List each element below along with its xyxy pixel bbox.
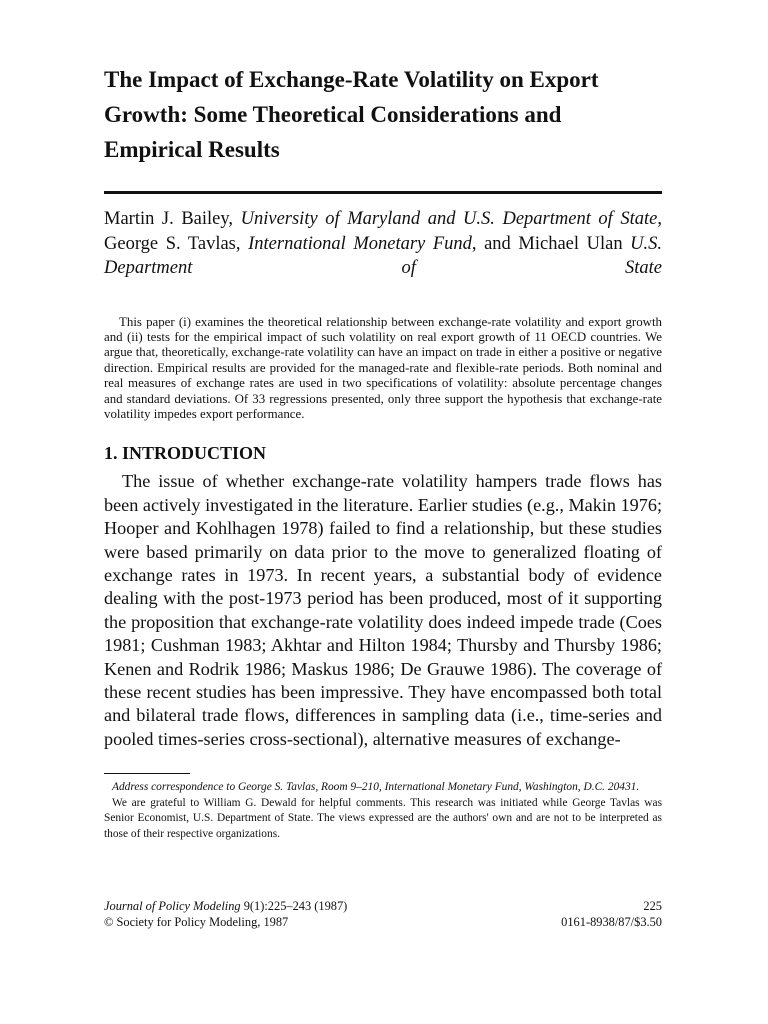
footnote-rule bbox=[104, 773, 190, 774]
author-separator-4: , and bbox=[471, 233, 519, 254]
page-footer bbox=[104, 898, 662, 930]
footnote-acknowledgment: We are grateful to William G. Dewald for helpful comments. This research was initiated while George Tavlas was Senior Economist, U.S. Department of State. The views expressed are the authors' own and are not to be interpreted as those of their respective organizations. bbox=[104, 796, 662, 840]
article-title: The Impact of Exchange-Rate Volatility on Export Growth: Some Theoretical Considerations and Empirical Results bbox=[104, 67, 599, 162]
author-name-1: Martin J. Bailey bbox=[104, 209, 229, 229]
footnote-address: Address correspondence to George S. Tavlas, Room 9–210, International Monetary Fund, Washington, D.C. 20431. bbox=[112, 781, 640, 793]
journal-name: Journal of Policy Modeling bbox=[104, 899, 241, 913]
page-number: 225 bbox=[643, 899, 662, 913]
author-affiliation-2: International Monetary Fund bbox=[248, 233, 472, 254]
issn-price: 0161-8938/87/$3.50 bbox=[561, 915, 662, 929]
title-rule bbox=[104, 191, 662, 194]
copyright-notice: © Society for Policy Modeling, 1987 bbox=[104, 915, 289, 929]
footnotes bbox=[104, 780, 662, 842]
author-separator-3: , bbox=[235, 233, 249, 254]
author-affiliation-3: U.S. Department of State bbox=[104, 233, 663, 278]
author-separator-1: , bbox=[228, 209, 241, 229]
journal-volume: 9(1):225–243 (1987) bbox=[240, 899, 348, 913]
author-separator-2: , bbox=[657, 209, 663, 229]
journal-citation bbox=[104, 898, 347, 914]
section-heading-introduction: 1. INTRODUCTION bbox=[104, 443, 267, 464]
introduction-paragraph: The issue of whether exchange-rate volatility hampers trade flows has been actively investigated in the literature. Earlier studies (e.g., Makin 1976; Hooper and Kohlhagen 1978) failed to find a relationship, but these studies were based primarily on data prior to the move to generalized floating of exchange rates in 1973. In recent years, a substantial body of evidence dealing with the post-1973 period has been produced, most of it supporting the proposition that exchange-rate volatility does indeed impede trade (Coes 1981; Cushman 1983; Akhtar and Hilton 1984; Thursby and Thursby 1986; Kenen and Rodrik 1986; Maskus 1986; De Grauwe 1986). The coverage of these recent studies has been impressive. They have encompassed both total and bilateral trade flows, differences in sampling data (i.e., time-series and pooled times-series cross-sectional), alternative measures of exchange- bbox=[104, 471, 662, 749]
author-name-3: Michael Ulan bbox=[518, 233, 623, 254]
author-name-2: George S. Tavlas bbox=[104, 233, 236, 254]
author-block bbox=[104, 207, 662, 281]
article-page bbox=[104, 62, 662, 769]
author-affiliation-1: University of Maryland and U.S. Department of State bbox=[240, 209, 658, 229]
abstract: This paper (i) examines the theoretical relationship between exchange-rate volatility and export growth and (ii) tests for the empirical impact of such volatility on real export growth of 11 OECD countries. We argue that, theoretically, exchange-rate volatility can have an impact on trade in either a positive or negative direction. Empirical results are provided for the managed-rate and flexible-rate periods. Both nominal and real measures of exchange rates are used in two specifications of volatility: absolute percentage changes and standard deviations. Of 33 regressions presented, only three support the hypothesis that exchange-rate volatility impedes export performance. bbox=[104, 314, 662, 421]
